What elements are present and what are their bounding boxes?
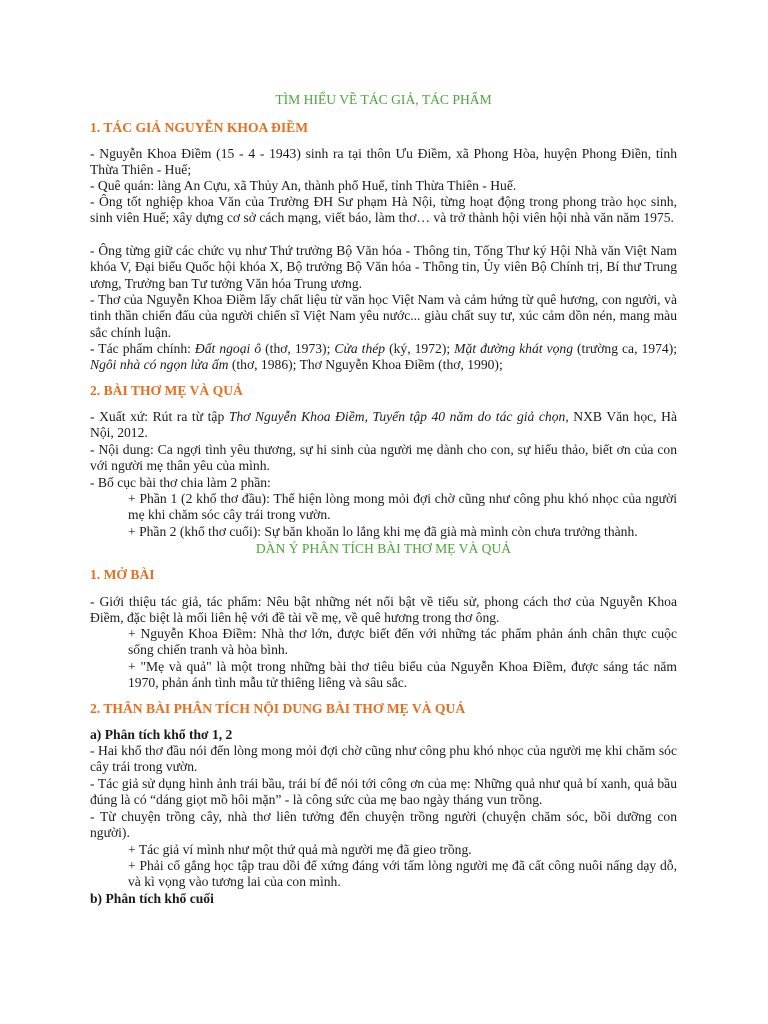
origin-text: , NXB Văn học, Hà Nội, 2012. bbox=[90, 409, 677, 441]
works-text: (trường ca, 1974); bbox=[573, 341, 677, 356]
work-title: Đất ngoại ô bbox=[194, 341, 262, 356]
section-heading-body: 2. THÂN BÀI PHÂN TÍCH NỘI DUNG BÀI THƠ MẸ VÀ QUẢ bbox=[90, 701, 466, 716]
author-style-paragraph: - Thơ của Nguyễn Khoa Điềm lấy chất liệu từ văn học Việt Nam và cảm hứng từ quê hương, con người, và tinh thần chiến đấu của người chiến sĩ Việt Nam yêu nước... giàu chất suy tư, xúc cảm dồn nén, mang màu sắc chính luận. bbox=[90, 292, 677, 340]
work-title: Mặt đường khát vọng bbox=[454, 341, 573, 356]
work-title: Ngôi nhà có ngọn lửa ấm bbox=[90, 357, 229, 373]
stanza-bullet-2: + Phải cố gắng học tập trau dồi để xứng đáng với tấm lòng người mẹ đã cất công nuôi nấng dạy dỗ, và kì vọng vào tương lai của con mình. bbox=[128, 858, 677, 890]
author-hometown-paragraph: - Quê quán: làng An Cựu, xã Thủy An, thành phố Huế, tỉnh Thừa Thiên - Huế. bbox=[90, 178, 517, 193]
section-heading-intro: 1. MỞ BÀI bbox=[90, 567, 155, 582]
poem-part-1: + Phần 1 (2 khổ thơ đầu): Thể hiện lòng mong mỏi đợi chờ cũng như công phu khó nhọc của người mẹ khi chăm sóc cây trái trong vườn. bbox=[128, 491, 677, 523]
section-heading-author: 1. TÁC GIẢ NGUYỄN KHOA ĐIỀM bbox=[90, 120, 309, 135]
subheading-last-stanza: b) Phân tích khổ cuối bbox=[90, 891, 214, 906]
works-text: (thơ, 1986); Thơ Nguyễn Khoa Điềm (thơ, 1990); bbox=[228, 357, 503, 373]
stanza-bullet-1: + Tác giả ví mình như một thứ quả mà người mẹ đã gieo trồng. bbox=[128, 842, 472, 857]
intro-author-bullet: + Nguyễn Khoa Điềm: Nhà thơ lớn, được biết đến với những tác phẩm phản ánh chân thực cuộc sống chiến tranh và hòa bình. bbox=[128, 626, 677, 658]
stanza-image-paragraph: - Tác giả sử dụng hình ảnh trái bầu, trái bí để nói tới công ơn của mẹ: Những quả như quả bí xanh, quả bầu đúng là có “dáng giọt mồ hôi mặn” - là công sức của mẹ bao ngày tháng vun trồng. bbox=[90, 776, 677, 808]
stanza-analysis-paragraph: - Hai khổ thơ đầu nói đến lòng mong mỏi đợi chờ cũng như công phu khó nhọc của người mẹ khi chăm sóc cây trái trong vườn. bbox=[90, 743, 677, 775]
poem-origin-paragraph bbox=[90, 409, 677, 442]
author-works-paragraph bbox=[90, 341, 677, 374]
poem-content-paragraph: - Nội dung: Ca ngợi tình yêu thương, sự hi sinh của người mẹ dành cho con, sự hiếu thảo, biết ơn của con với người mẹ thân yêu của mình. bbox=[90, 442, 677, 474]
author-positions-paragraph: - Ông từng giữ các chức vụ như Thứ trưởng Bộ Văn hóa - Thông tin, Tổng Thư ký Hội Nhà văn Việt Nam khóa V, Đại biểu Quốc hội khóa X, Bộ trưởng Bộ Văn hóa - Thông tin, Ủy viên Bộ Chính trị, Bí thư Trung ương, Trưởng ban Tư tưởng Văn hóa Trung ương. bbox=[90, 243, 677, 291]
work-title: Cửa thép bbox=[334, 341, 386, 356]
origin-text: - Xuất xứ: Rút ra từ tập bbox=[90, 409, 229, 424]
author-birth-paragraph: - Nguyễn Khoa Điềm (15 - 4 - 1943) sinh ra tại thôn Ưu Điềm, xã Phong Hòa, huyện Phong Điền, tỉnh Thừa Thiên - Huế; bbox=[90, 146, 677, 178]
origin-book-title: Thơ Nguyễn Khoa Điềm, Tuyển tập 40 năm do tác giả chọn bbox=[228, 409, 566, 424]
stanza-association-paragraph: - Từ chuyện trồng cây, nhà thơ liên tưởng đến chuyện trồng người (chuyện chăm sóc, bồi dưỡng con người). bbox=[90, 809, 677, 841]
intro-paragraph: - Giới thiệu tác giả, tác phẩm: Nêu bật những nét nổi bật về tiểu sử, phong cách thơ của Nguyễn Khoa Điềm, đặc biệt là mối liên hệ với đề tài về mẹ, về quê hương trong thơ ông. bbox=[90, 594, 677, 626]
works-text: (thơ, 1973); bbox=[261, 341, 335, 356]
outline-subtitle: DÀN Ý PHÂN TÍCH BÀI THƠ MẸ VÀ QUẢ bbox=[255, 541, 512, 556]
section-heading-poem: 2. BÀI THƠ MẸ VÀ QUẢ bbox=[90, 383, 243, 398]
author-education-paragraph: - Ông tốt nghiệp khoa Văn của Trường ĐH Sư phạm Hà Nội, từng hoạt động trong phong trào học sinh, sinh viên Huế; xây dựng cơ sở cách mạng, viết báo, làm thơ… và trở thành hội viên hội nhà văn năm 1975. bbox=[90, 194, 677, 226]
poem-structure-paragraph: - Bố cục bài thơ chia làm 2 phần: bbox=[90, 475, 271, 490]
poem-part-2: + Phần 2 (khổ thơ cuối): Sự băn khoăn lo lắng khi mẹ đã già mà mình còn chưa trưởng thành. bbox=[128, 524, 638, 539]
document-title: TÌM HIỂU VỀ TÁC GIẢ, TÁC PHẨM bbox=[275, 92, 492, 107]
works-text: - Tác phẩm chính: bbox=[90, 341, 195, 356]
works-text: (ký, 1972); bbox=[385, 341, 455, 356]
intro-poem-bullet: + "Mẹ và quả" là một trong những bài thơ tiêu biểu của Nguyễn Khoa Điềm, được sáng tác năm 1970, phản ánh tình mẫu tử thiêng liêng và sâu sắc. bbox=[128, 659, 677, 691]
subheading-stanza-1-2: a) Phân tích khổ thơ 1, 2 bbox=[90, 727, 233, 742]
